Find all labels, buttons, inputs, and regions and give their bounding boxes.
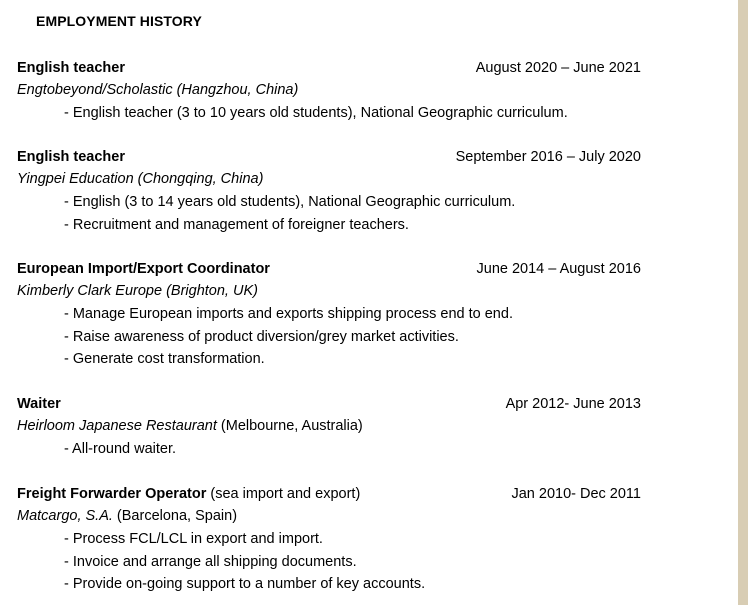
- job-bullet: - Generate cost transformation.: [64, 351, 265, 367]
- job-bullet: - Manage European imports and exports shipping process end to end.: [64, 306, 513, 322]
- job-entry: [17, 146, 641, 236]
- job-bullet: - All-round waiter.: [64, 441, 177, 457]
- company-name: Engtobeyond/Scholastic (Hangzhou, China): [17, 82, 299, 98]
- company-name: Heirloom Japanese Restaurant: [17, 418, 217, 434]
- company-name: Matcargo, S.A.: [17, 508, 113, 524]
- job-title: European Import/Export Coordinator: [17, 261, 270, 277]
- job-entry: [17, 393, 641, 461]
- job-bullet: - Process FCL/LCL in export and import.: [64, 531, 323, 547]
- job-bullet: - Provide on-going support to a number of key accounts.: [64, 576, 426, 592]
- job-header: [17, 258, 641, 280]
- job-company: [17, 505, 641, 528]
- job-dates: Jan 2010- Dec 2011: [511, 486, 641, 502]
- job-entry: [17, 483, 641, 596]
- job-company: [17, 280, 641, 303]
- company-location: (Melbourne, Australia): [216, 418, 363, 434]
- job-entry: [17, 57, 641, 125]
- job-title-extra: (sea import and export): [206, 486, 361, 502]
- job-bullet: - Recruitment and management of foreigner teachers.: [64, 216, 409, 233]
- job-header: [17, 483, 641, 505]
- company-name: Kimberly Clark Europe (Brighton, UK): [17, 283, 258, 299]
- job-bullet: - Invoice and arrange all shipping documents.: [64, 553, 357, 570]
- job-header: [17, 57, 641, 79]
- job-header: [17, 146, 641, 168]
- job-title: Freight Forwarder Operator: [17, 486, 207, 502]
- job-company: [17, 415, 641, 438]
- job-bullet: - English teacher (3 to 10 years old students), National Geographic curriculum.: [64, 105, 568, 121]
- job-company: [17, 79, 641, 102]
- job-title: Waiter: [17, 396, 61, 412]
- job-dates: August 2020 – June 2021: [475, 60, 641, 76]
- job-dates: September 2016 – July 2020: [455, 149, 641, 165]
- page-edge-bar: [738, 0, 748, 605]
- job-title: English teacher: [17, 149, 125, 165]
- job-bullet: - Raise awareness of product diversion/grey market activities.: [64, 328, 459, 345]
- job-bullet: - English (3 to 14 years old students), National Geographic curriculum.: [64, 194, 516, 210]
- company-name: Yingpei Education (Chongqing, China): [17, 171, 264, 187]
- job-entry: [17, 258, 641, 371]
- job-title: English teacher: [17, 60, 125, 76]
- job-company: [17, 168, 641, 191]
- job-dates: Apr 2012- June 2013: [505, 396, 641, 412]
- job-header: [17, 393, 641, 415]
- job-dates: June 2014 – August 2016: [476, 261, 641, 277]
- company-location: (Barcelona, Spain): [112, 508, 238, 524]
- section-title: EMPLOYMENT HISTORY: [36, 13, 202, 29]
